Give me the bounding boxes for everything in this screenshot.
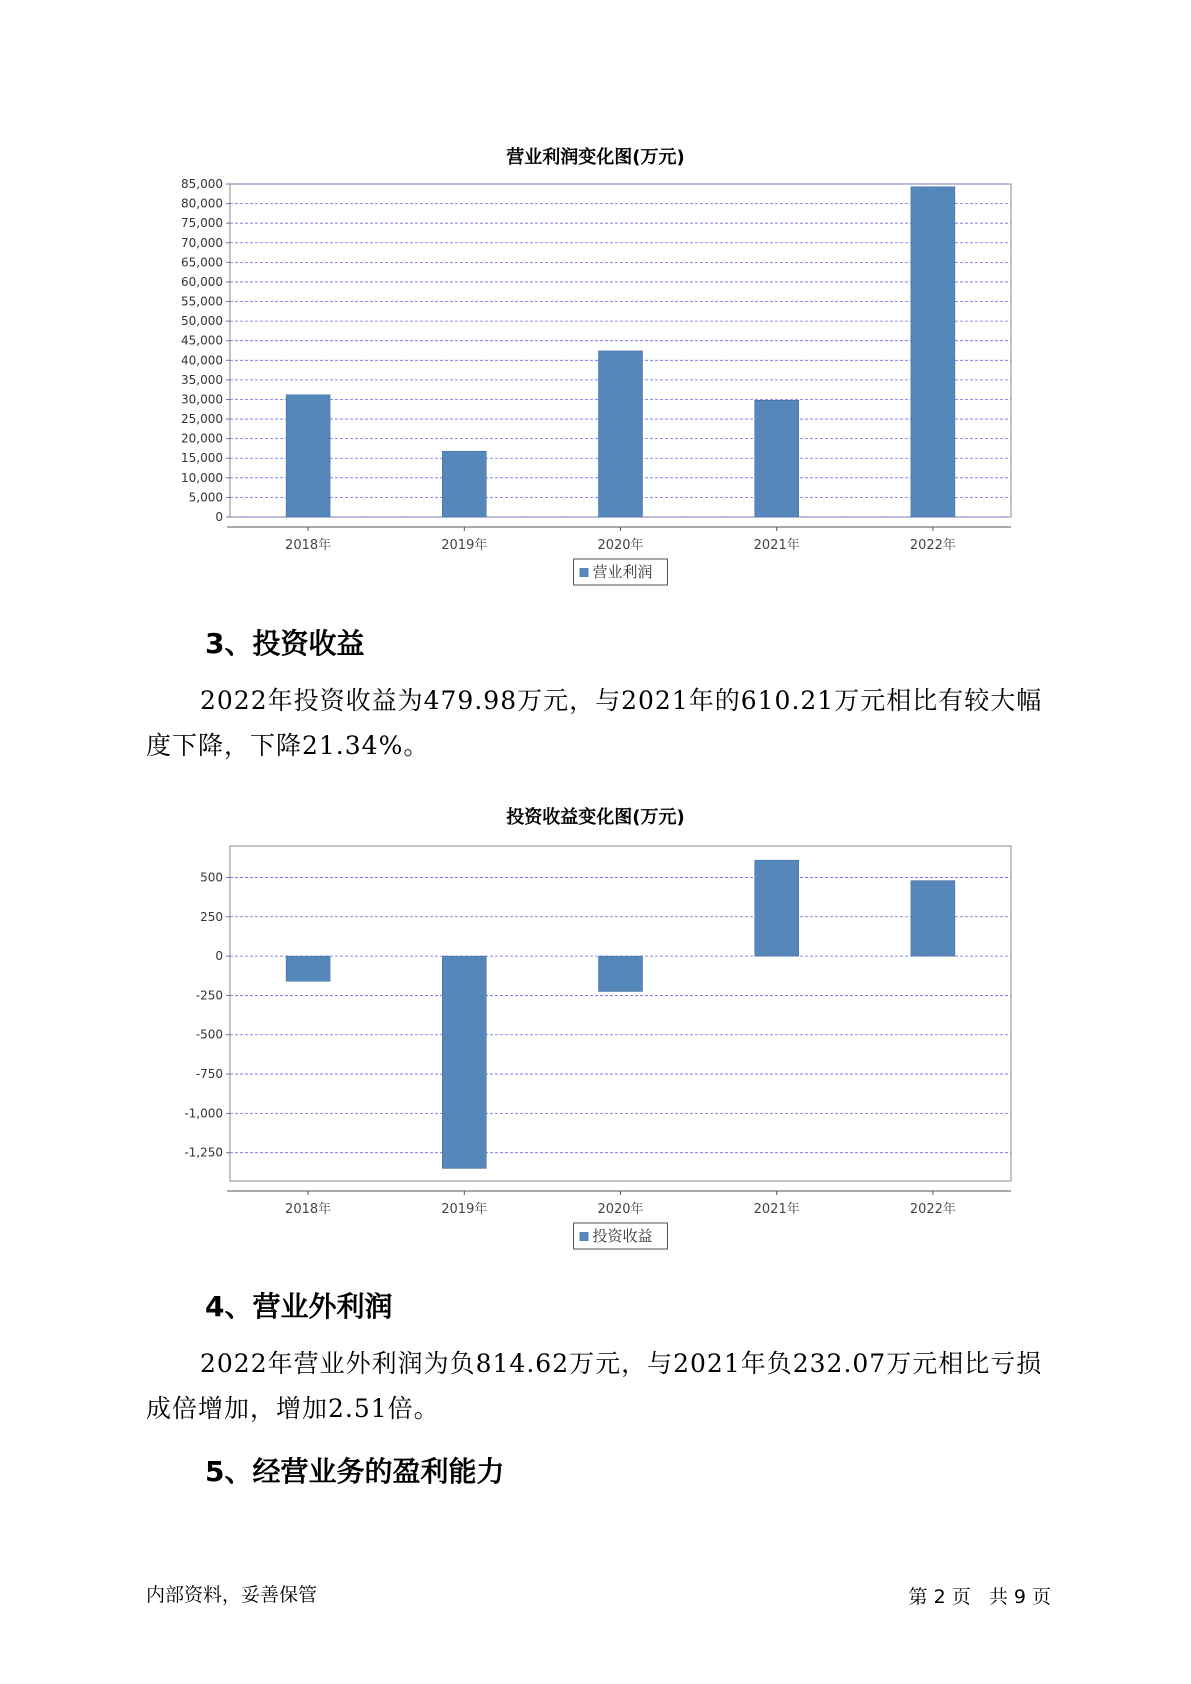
y-tick-label: 35,000 <box>181 372 223 387</box>
plot-area <box>230 846 1011 1181</box>
x-tick-label: 2022年 <box>909 1202 956 1217</box>
y-tick-label: 50,000 <box>181 314 223 329</box>
y-tick-label: 5,000 <box>188 490 223 505</box>
y-tick-label: -1,250 <box>184 1145 223 1160</box>
y-tick-label: 75,000 <box>181 216 223 231</box>
y-tick-label: 0 <box>215 949 223 964</box>
chart1-title: 营业利润变化图(万元) <box>506 147 685 168</box>
y-tick-label: 45,000 <box>181 333 223 348</box>
footer-page-number: 第 2 页 共 9 页 <box>908 1586 1051 1608</box>
y-tick-label: -500 <box>195 1027 223 1042</box>
y-tick-label: 60,000 <box>181 274 223 289</box>
x-tick-label: 2021年 <box>753 1202 800 1217</box>
bar-2021年 <box>755 400 799 517</box>
section3-paragraph <box>146 678 1046 768</box>
y-tick-label: 250 <box>200 909 223 924</box>
y-tick-label: 70,000 <box>181 235 223 250</box>
y-tick-label: 0 <box>215 510 223 524</box>
bar-2022年 <box>911 187 955 517</box>
x-tick-label: 2018年 <box>285 538 332 553</box>
y-tick-label: 20,000 <box>181 431 223 446</box>
bar-2018年 <box>286 395 330 517</box>
y-tick-label: 10,000 <box>181 470 223 485</box>
bar-2018年 <box>286 956 330 981</box>
x-tick-label: 2020年 <box>597 538 644 553</box>
y-tick-label: 15,000 <box>181 451 223 466</box>
operating-profit-chart <box>0 170 1191 590</box>
y-tick-label: 55,000 <box>181 294 223 309</box>
section4-paragraph <box>146 1341 1046 1431</box>
section5-heading: 5、经营业务的盈利能力 <box>205 1455 505 1488</box>
y-tick-label: 85,000 <box>181 177 223 191</box>
x-tick-label: 2018年 <box>285 1202 332 1217</box>
section3-heading: 3、投资收益 <box>205 627 365 660</box>
bar-2022年 <box>911 881 955 956</box>
legend-swatch <box>580 1232 589 1241</box>
y-tick-label: -750 <box>195 1067 223 1082</box>
investment-income-chart <box>0 830 1191 1250</box>
legend-label: 投资收益 <box>592 1227 653 1245</box>
bar-2020年 <box>599 351 643 517</box>
y-tick-label: 25,000 <box>181 412 223 427</box>
bar-2020年 <box>599 956 643 991</box>
footer-confidential: 内部资料，妥善保管 <box>146 1584 318 1606</box>
x-tick-label: 2022年 <box>909 538 956 553</box>
y-tick-label: -1,000 <box>184 1106 223 1121</box>
section4-text: 2022年营业外利润为负814.62万元，与2021年负232.07万元相比亏损成倍增加，增加2.51倍。 <box>146 1349 1043 1423</box>
x-tick-label: 2020年 <box>597 1202 644 1217</box>
y-tick-label: -250 <box>195 988 223 1003</box>
y-tick-label: 80,000 <box>181 196 223 211</box>
y-tick-label: 500 <box>200 870 223 885</box>
section3-text: 2022年投资收益为479.98万元，与2021年的610.21万元相比有较大幅度下降，下降21.34%。 <box>146 686 1043 760</box>
y-tick-label: 65,000 <box>181 255 223 270</box>
y-tick-label: 30,000 <box>181 392 223 407</box>
bar-2021年 <box>755 860 799 956</box>
x-tick-label: 2021年 <box>753 538 800 553</box>
bar-2019年 <box>442 956 486 1168</box>
legend-swatch <box>580 568 589 577</box>
bar-2019年 <box>442 451 486 517</box>
x-tick-label: 2019年 <box>441 1202 488 1217</box>
legend-label: 营业利润 <box>592 563 653 581</box>
section4-heading: 4、营业外利润 <box>205 1290 393 1323</box>
y-tick-label: 40,000 <box>181 353 223 368</box>
chart2-title: 投资收益变化图(万元) <box>506 807 685 828</box>
x-tick-label: 2019年 <box>441 538 488 553</box>
